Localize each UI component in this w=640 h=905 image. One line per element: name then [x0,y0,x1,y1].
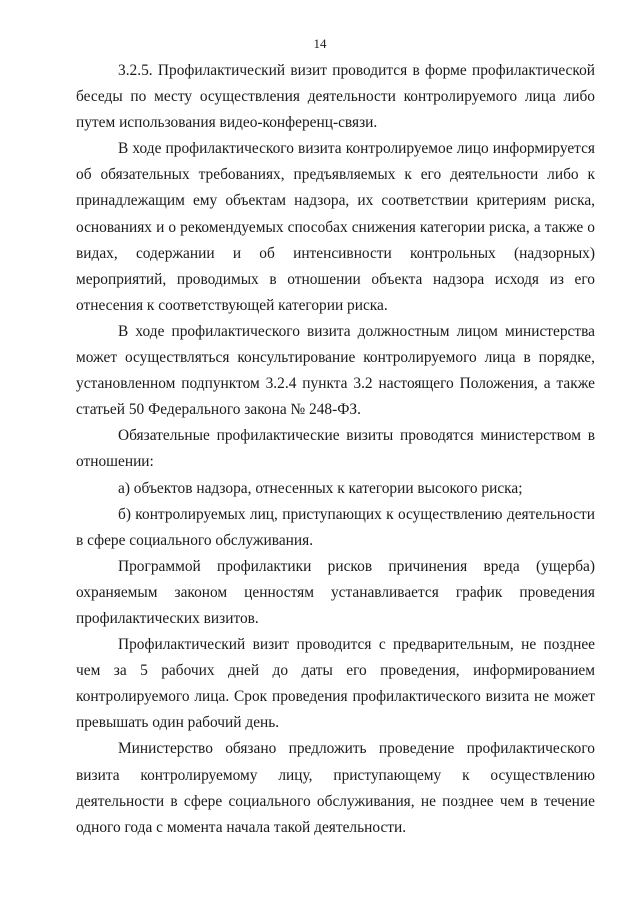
paragraph-consultation: В ходе профилактического визита должностным лицом министерства может осуществляться консультирование контролируемого лица в порядке, установленном подпунктом 3.2.4 пункта 3.2 настоящего Положения, а также статьей 50 Федерального закона № 248-ФЗ. [76,322,595,419]
list-item-b: б) контролируемых лиц, приступающих к осуществлению деятельности в сфере социального обслуживания. [76,505,595,549]
paragraph-schedule: Программой профилактики рисков причинения вреда (ущерба) охраняемым законом ценностям устанавливается график проведения профилактических визитов. [76,557,595,627]
paragraph-mandatory-visits: Обязательные профилактические визиты проводятся министерством в отношении: [76,427,595,471]
paragraph-information: В ходе профилактического визита контролируемое лицо информируется об обязательных требованиях, предъявляемых к его деятельности либо к принадлежащим ему объектам надзора, их соответствии критериям риска, основаниях и о рекомендуемых способах снижения категории риска, а также о видах, содержании и об интенсивности контрольных (надзорных) мероприятий, проводимых в отношении объекта надзора исходя из его отнесения к соответствующей категории риска. [76,140,595,314]
paragraph-3-2-5: 3.2.5. Профилактический визит проводится в форме профилактической беседы по месту осуществления деятельности контролируемого лица либо путем использования видео-конференц-связи. [76,62,595,132]
page-number: 14 [313,36,327,51]
list-item-a: а) объектов надзора, отнесенных к категории высокого риска; [118,479,523,497]
paragraph-notice: Профилактический визит проводится с предварительным, не позднее чем за 5 рабочих дней до даты его проведения, информированием контролируемого лица. Срок проведения профилактического визита не может превышать один рабочий день. [76,636,595,732]
document-body [76,58,595,841]
paragraph-ministry-obligation: Министерство обязано предложить проведение профилактического визита контролируемому лицу, приступающему к осуществлению деятельности в сфере социального обслуживания, не позднее чем в течение одного года с момента начала такой деятельности. [76,740,595,836]
